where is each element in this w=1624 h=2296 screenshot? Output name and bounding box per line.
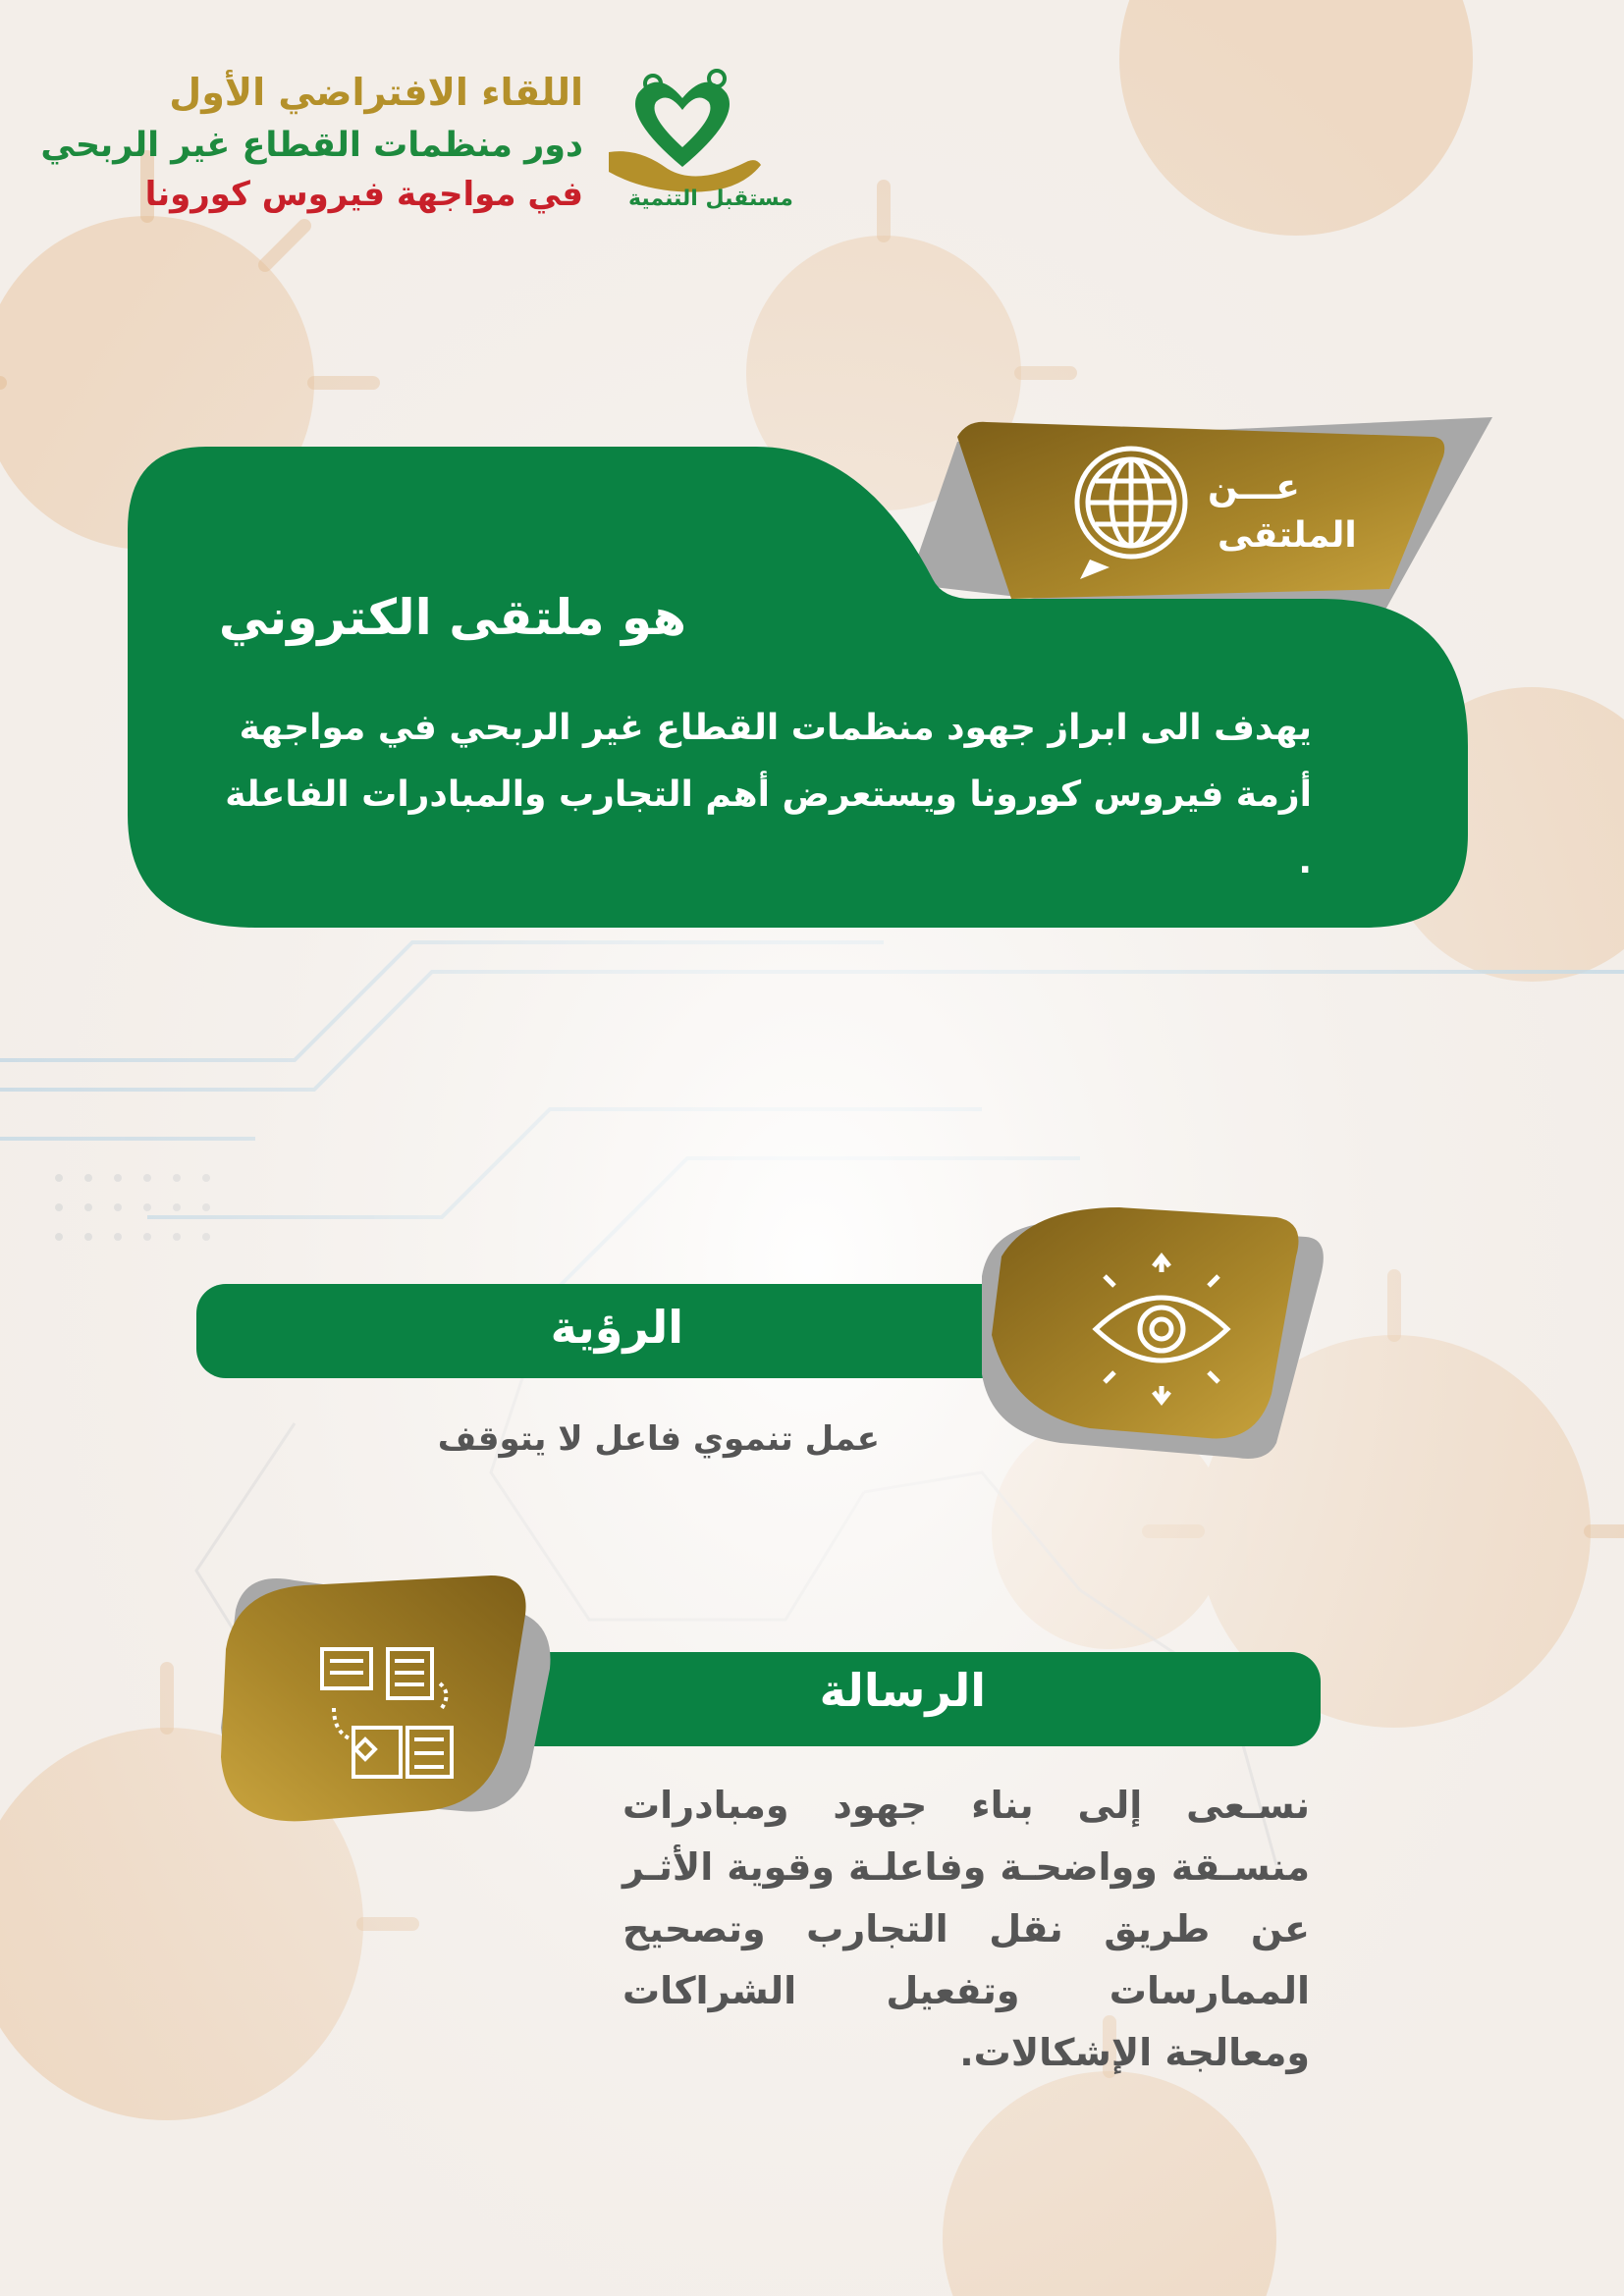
logo-text: مستقبل التنمية bbox=[628, 187, 793, 211]
vision-text: عمل تنموي فاعل لا يتوقف bbox=[437, 1419, 880, 1459]
event-subtitle: دور منظمات القطاع غير الربحي bbox=[40, 126, 583, 165]
about-tab-label-2: الملتقى bbox=[1218, 515, 1357, 556]
about-tab-label-1: عـــن bbox=[1208, 467, 1300, 507]
mission-text: نسـعى إلى بناء جهود ومبادرات منسـقة وواضحـة وفاعلـة وقوية الأثـر عن طريق نقل التجارب وتصحيح الممارسات وتفعيل الشراكات ومعالجة الإشكالات. bbox=[623, 1784, 1310, 2074]
vision-title: الرؤية bbox=[550, 1301, 683, 1354]
about-description: يهدف الى ابراز جهود منظمات القطاع غير الربحي في مواجهة أزمة فيروس كورونا ويستعرض أهم التجارب والمبادرات الفاعلة . bbox=[225, 708, 1312, 881]
about-title: هو ملتقى الكتروني bbox=[218, 589, 686, 646]
event-subtitle-2: في مواجهة فيروس كورونا bbox=[144, 175, 583, 214]
mission-title: الرسالة bbox=[819, 1664, 986, 1717]
event-title: اللقاء الافتراضي الأول bbox=[169, 71, 583, 114]
